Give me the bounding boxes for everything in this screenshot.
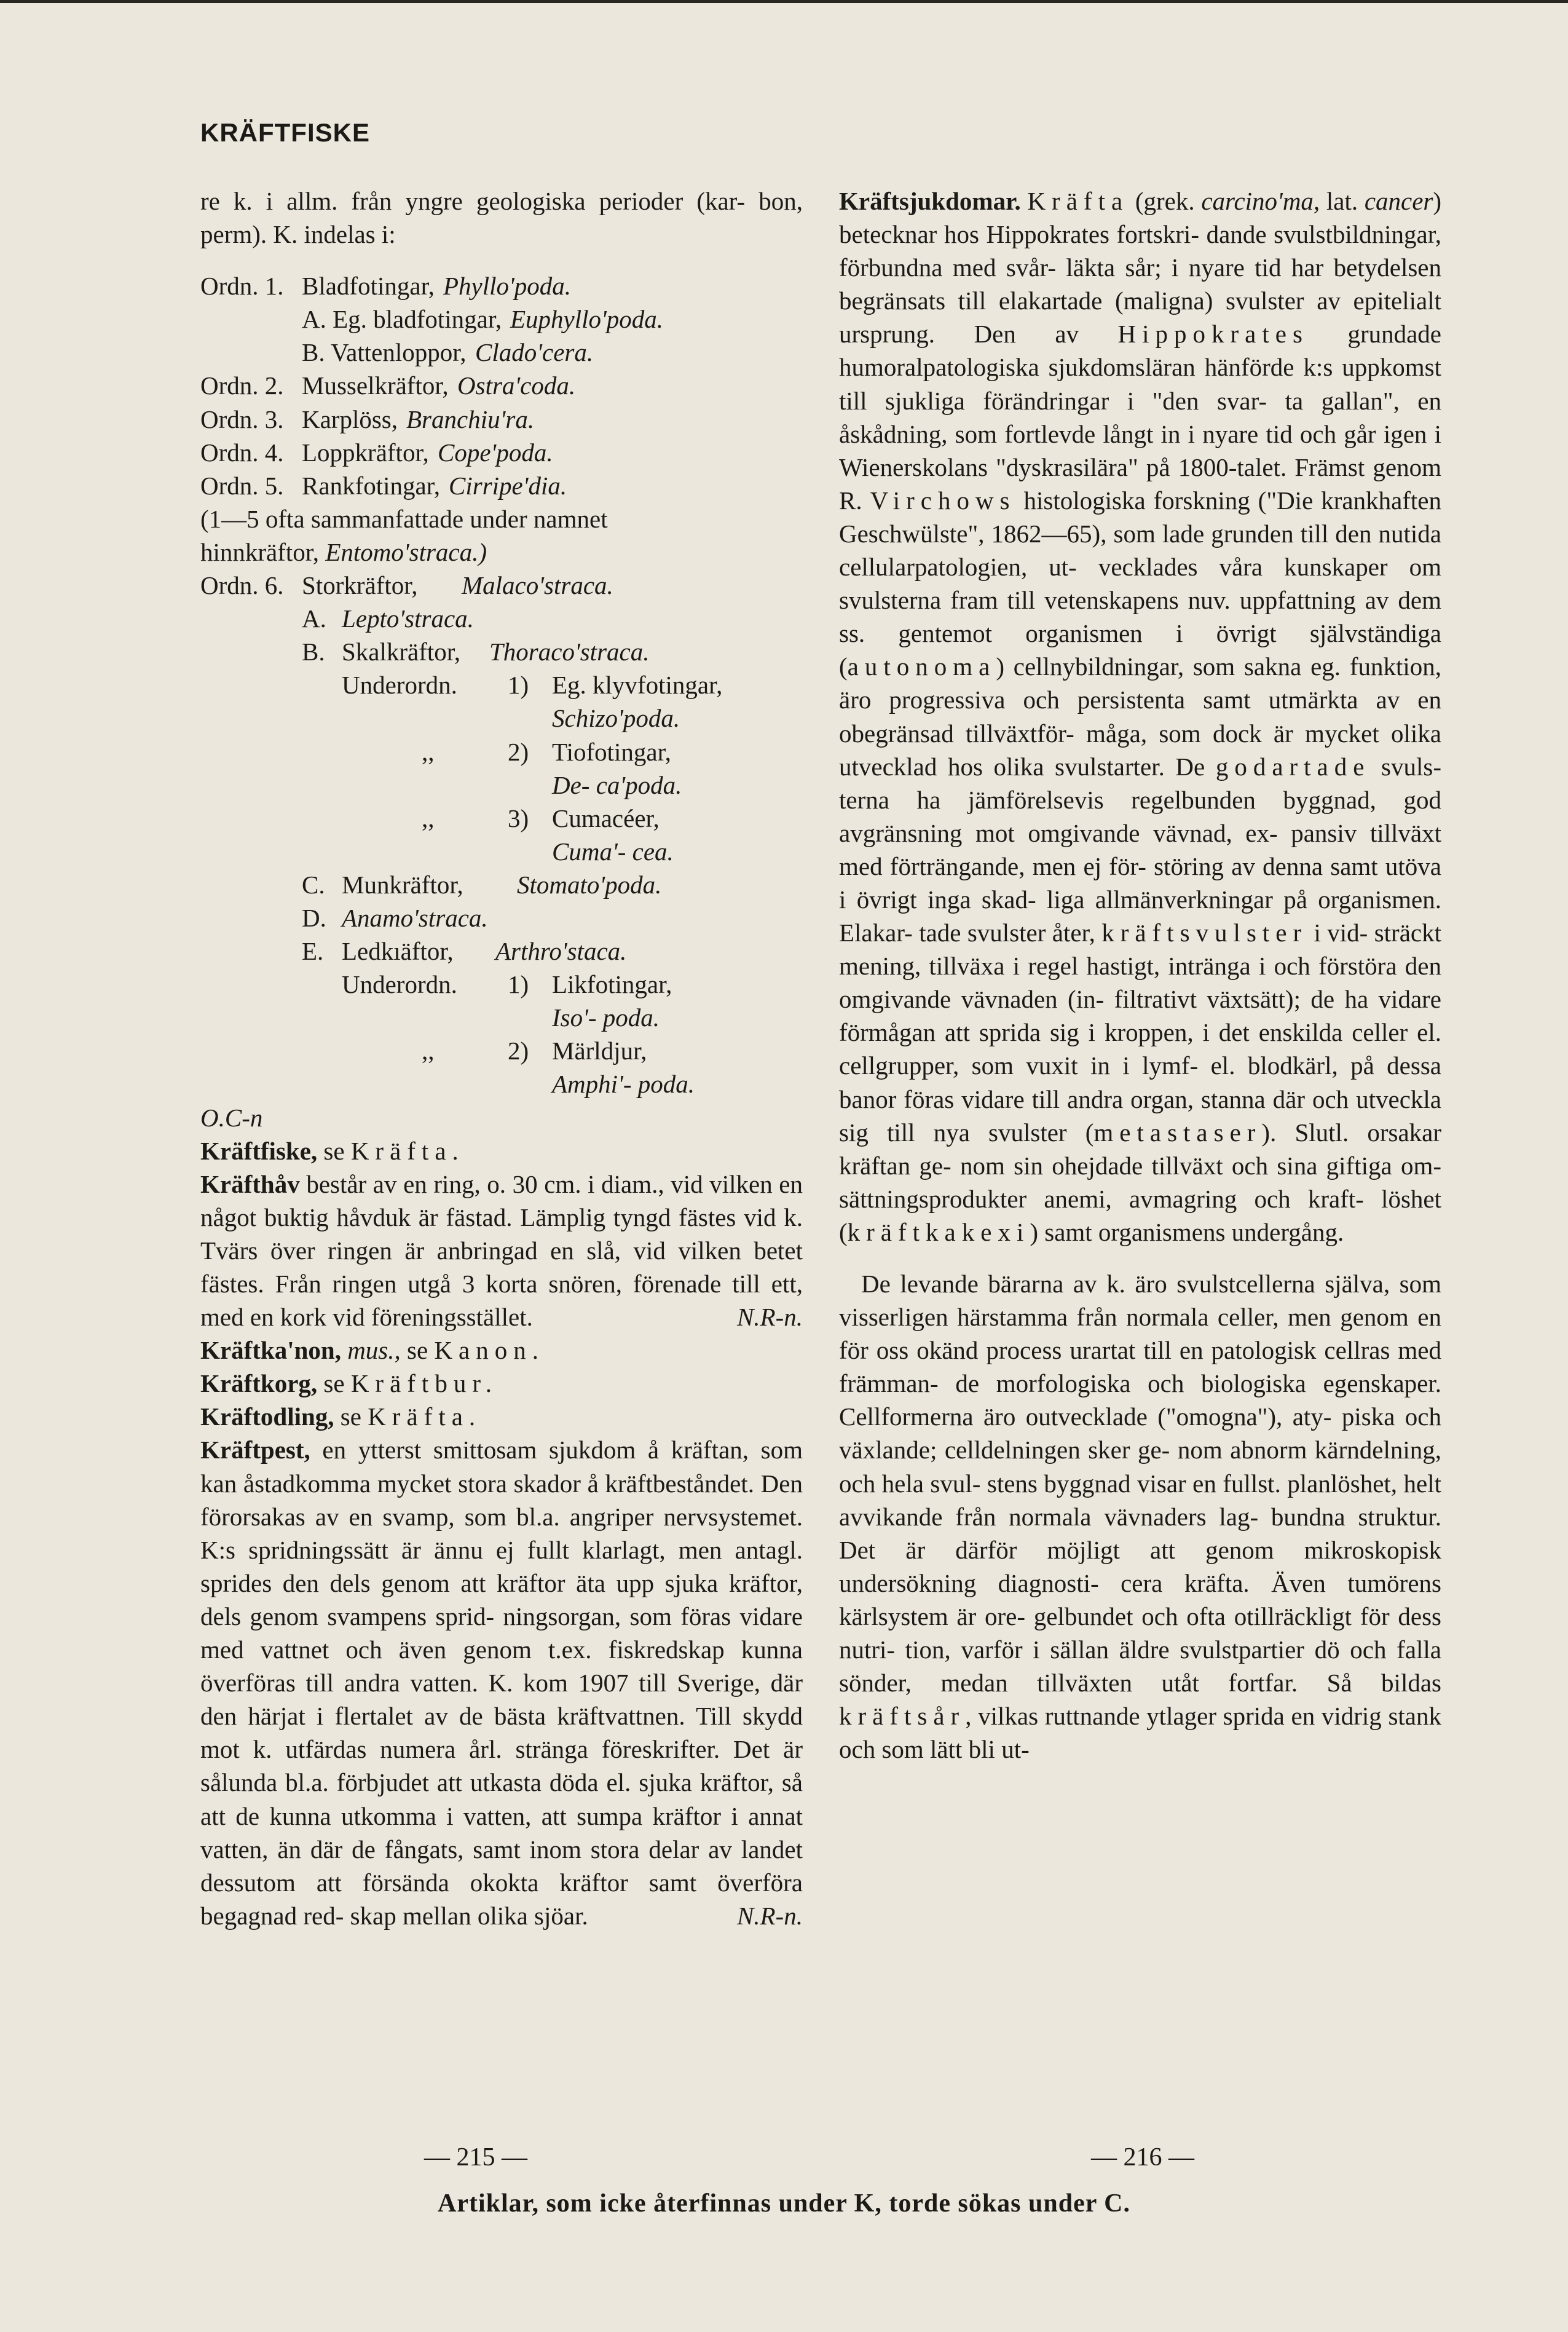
intro-text: re k. i allm. från yngre geologiska perioder (kar- bon, perm). K. indelas i: <box>200 187 803 249</box>
signature: O.C-n <box>200 1103 263 1132</box>
entry-kraftpest: Kräftpest, en ytterst smittosam sjukdom å kräftan, som kan åstadkomma mycket stora skador å kräftbeståndet. Den förorsakas av en svamp, som bl.a. angriper nervsystemet. K:s spridningssätt är ännu ej fullt klarlagt, men antagl. sprides den dels genom att kräftor äta upp sjuka kräftor, dels genom svampens sprid- ningsorgan, som föras vidare med vattnet och även genom t.ex. fiskredskap kunna överföras till andra vatten. K. kom 1907 till Sverige, där den härjat i flertalet av de bästa kräftvattnen. Till skydd mot k. utfärdas numera årl. stränga föreskrifter. Det är sålunda bl.a. förbjudet att utkasta döda el. sjuka kräftor, så att de kunna utkomma i vatten, att sumpa kräftor i annat vatten, än där de fångats, samt inom stora delar av landet dessutom att försända okokta kräftor samt överföra begagnad red- skap mellan olika sjöar. N.R-n. <box>200 1436 803 1930</box>
left-column <box>200 184 803 1932</box>
taxonomy-row: B. Skalkräftor, Thoraco'straca. <box>302 638 650 666</box>
taxonomy-list <box>200 269 803 502</box>
taxonomy-row: Ordn. 5. Rankfotingar, Cirripe'dia. <box>200 471 567 500</box>
page-number-right: — 216 — <box>1091 2143 1194 2172</box>
entry-krafthav: Kräfthåv består av en ring, o. 30 cm. i diam., vid vilken en något buktig håvduk är fästad. Lämplig tyngd fästes vid k. Tvärs över ringen är anbringad en slå, vid vilken betet fästes. Från ringen utgå 3 korta snören, förenade till ett, med en kork vid föreningsstället. N.R-n. <box>200 1169 803 1332</box>
entry-kraftsjukdomar: Kräftsjukdomar. Kräfta (grek. carcino'ma, lat. cancer) betecknar hos Hippokrates fortskri- dande svulstbildningar, förbundna med svår- läkta sår; i nyare tid har betydelsen begränsats till elakartade (maligna) svulster av epitelialt ursprung. Den av Hippokrates grundade humoralpatologiska sjukdomsläran hänförde k:s uppkomst till sjukliga förändringar i "den svar- ta gallan", en åskådning, som fortlevde långt in i nyare tid och går igen i Wienerskolans "dyskrasilära" på 1800-talet. Främst genom R. Virchows histologiska forskning ("Die krankhaften Geschwülste", 1862—65), som lade grunden till den nutida cellularpatologien, ut- vecklades våra kunskaper om svulsterna fram till vetenskapens nuv. uppfattning av dem ss. gentemot organismen i övrigt självständiga (autonoma) cellnybildningar, som sakna eg. funktion, äro progressiva och persistenta samt utmärkta av en obegränsad tillväxtför- måga, som dock är mycket olika utvecklad hos olika svulstarter. De godartade svuls- terna ha jämförelsevis regelbunden byggnad, god avgränsning mot omgivande vävnad, ex- pansiv tillväxt med förträngande, men ej för- störing av denna samt utöva i övrigt inga skad- liga allmänverkningar på organismen. Elakar- tade svulster åter, kräftsvulster i vid- sträckt mening, tillväxa i regel hastigt, intränga i och förstöra den omgivande vävnaden (in- filtrativt växtsätt); de ha vidare förmågan att sprida sig i kroppen, i det enskilda celler el. cellgrupper, som vuxit in i lymf- el. blodkärl, på dessa banor föras vidare till andra organ, stanna där och utveckla sig till nya svulster (metastaser). Slutl. orsakar kräftan ge- nom sin ohejdade tillväxt och sina giftiga om- sättningsprodukter anemi, avmagring och kraft- löshet (kräftkakexi) samt organismens undergång. <box>839 187 1442 1246</box>
taxonomy-row: Ordn. 1. Bladfotingar, Phyllo'poda. <box>200 272 572 301</box>
taxonomy-row: C. Munkräftor, Stomato'poda. <box>302 870 662 899</box>
right-column <box>839 184 1441 1766</box>
taxonomy-row: Ordn. 4. Loppkräftor, Cope'poda. <box>200 438 553 467</box>
taxonomy-note: (1—5 ofta sammanfattade under namnet hinnkräftor, Entomo'straca.) <box>200 504 608 566</box>
sub-order-b: Underordn. 1) Eg. klyvfotingar, Schizo'poda. ,, 2) Tiofotingar, De- ca'poda. ,, 3) Cumacéer, Cuma'- cea. <box>342 671 723 866</box>
entry-kraftfiske: Kräftfiske, se Kräfta. <box>200 1136 465 1165</box>
entry-kraftkanon: Kräftka'non, mus., se Kanon. <box>200 1336 545 1365</box>
taxonomy-row: A. Lepto'straca. <box>302 604 474 633</box>
taxonomy-row: B. Vattenloppor, Clado'cera. <box>302 338 594 367</box>
taxonomy-row: D. Anamo'straca. <box>302 903 488 932</box>
entry-kraftkorg: Kräftkorg, se Kräftbur. <box>200 1369 498 1398</box>
entry-kraftodling: Kräftodling, se Kräfta. <box>200 1402 482 1431</box>
taxonomy-row: Ordn. 2. Musselkräftor, Ostra'coda. <box>200 371 576 400</box>
paragraph-2: De levande bärarna av k. äro svulstcellerna själva, som visserligen härstamma från normala celler, men genom en för oss okänd process urartat till en patologisk cellras med främman- de morfologiska och biologiska egenskaper. Cellformerna äro outvecklade ("omogna"), aty- piska och växlande; celldelningen sker ge- nom abnorm kärndelning, och hela svul- stens byggnad visar en fullst. planlöshet, helt avvikande från normala vävnaders lag- bundna struktur. Det är därför möjligt att genom mikroskopisk undersökning diagnosti- cera kräfta. Även tumörens kärlsystem är ore- gelbundet och ofta otillräckligt för dess nutri- tion, varför i sällan äldre svulstpartier dö och falla sönder, medan tillväxten utåt fortfar. Så bildas kräftsår, vilkas ruttnande ytlager sprida en vidrig stank och som lätt bli ut- <box>839 1270 1441 1764</box>
page-header: KRÄFTFISKE <box>200 118 370 147</box>
sub-order-e: Underordn. 1) Likfotingar, Iso'- poda. ,, 2) Märldjur, Amphi'- poda. <box>342 970 695 1099</box>
taxonomy-row: Ordn. 6. Storkräftor, Malaco'straca. <box>200 571 613 600</box>
page-number-left: — 215 — <box>424 2143 527 2172</box>
top-rule <box>0 0 1568 3</box>
taxonomy-row: Ordn. 3. Karplöss, Branchiu'ra. <box>200 405 535 433</box>
taxonomy-row: E. Ledkıäftor, Arthro'staca. <box>302 937 627 966</box>
footer-note: Artiklar, som icke återfinnas under K, torde sökas under C. <box>438 2189 1130 2218</box>
taxonomy-row: A. Eg. bladfotingar, Euphyllo'poda. <box>302 305 664 334</box>
